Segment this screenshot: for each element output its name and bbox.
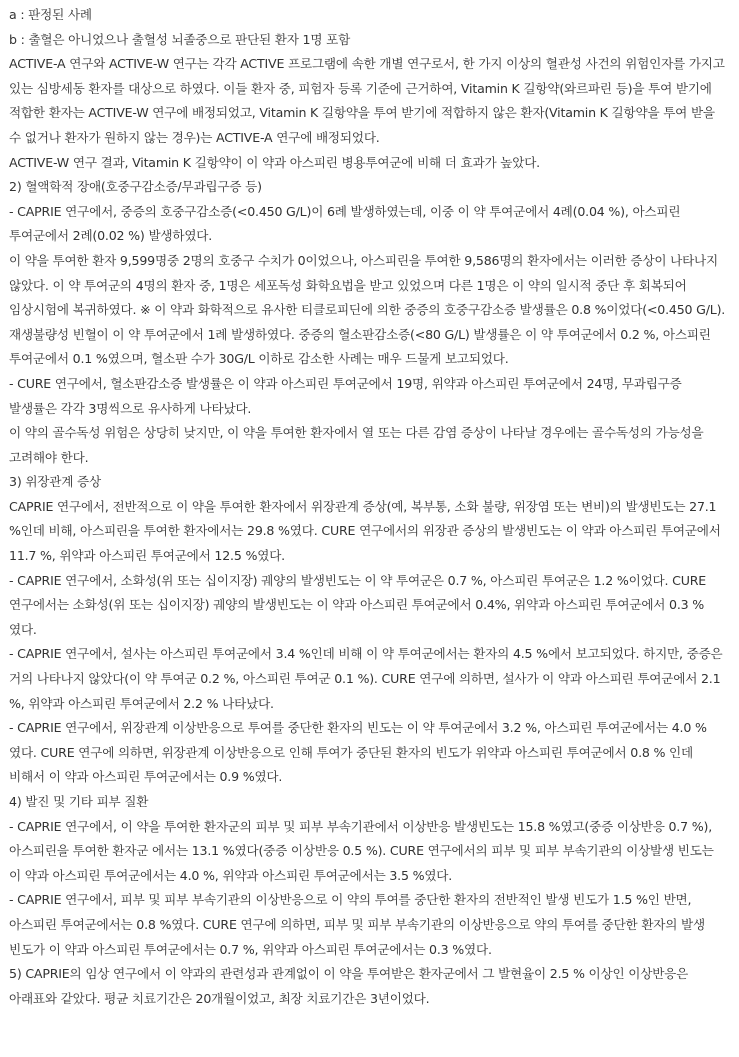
paragraph-caprie-adverse-reactions: 5) CAPRIE의 임상 연구에서 이 약과의 관련성과 관계없이 이 약을 투여받은 환자군에서 그 발현율이 2.5 % 이상인 이상반응은 아래표와 같았다. 평균 치료기간은 20개월이었고, 최장 치료기간은 3년이었다. [9, 966, 689, 1006]
paragraph-neutrophil-count: 이 약을 투여한 환자 9,599명중 2명의 호중구 수치가 0이었으나, 아스피린을 투여한 9,586명의 환자에서는 이러한 증상이 나타나지 않았다. 이 약 투여군의 4명의 환자 중, 1명은 세포독성 화학요법을 받고 있었으며 다른 1명은 이 약의 일시적 중단 후 회복되어 임상시험에 복귀하였다. ※ 이 약과 화학적으로 유사한 티클로피딘에 의한 중증의 호중구감소증 발생률은 0.8 %이었다(<0.450 G/L). [9, 252, 726, 318]
paragraph-bone-marrow-toxicity: 이 약의 골수독성 위험은 상당히 낮지만, 이 약을 투여한 환자에서 열 또는 다른 감염 증상이 나타날 경우에는 골수독성의 가능성을 고려해야 한다. [9, 425, 704, 465]
section-heading-gastrointestinal: 3) 위장관계 증상 [9, 474, 101, 490]
paragraph-cure-thrombocytopenia: - CURE 연구에서, 혈소판감소증 발생률은 이 약과 아스피린 투여군에서 19명, 위약과 아스피린 투여군에서 24명, 무과립구증 발생률은 각각 3명씩으로 유사하게 나타났다. [9, 375, 682, 416]
paragraph-active-studies: ACTIVE-A 연구와 ACTIVE-W 연구는 각각 ACTIVE 프로그램에 속한 개별 연구로서, 한 가지 이상의 혈관성 사건의 위험인자를 가지고 있는 심방세동 환자를 대상으로 하였다. 이들 환자 중, 피험자 등록 기준에 근거하여, Vitamin K 길항약(와르파린 등)을 투여 받기에 적합한 환자는 ACTIVE-W 연구에 배정되었고, Vitamin K 길항약을 투여 받기에 적합하지 않은 환자(Vitamin K 길항약을 투여 받을 수 없거나 환자가 원하지 않는 경우)는 ACTIVE-A 연구에 배정되었다. [9, 56, 725, 145]
paragraph-peptic-ulcer: - CAPRIE 연구에서, 소화성(위 또는 십이지장) 궤양의 발생빈도는 이 약 투여군은 0.7 %, 아스피린 투여군은 1.2 %이었다. CURE 연구에서는 소화성(위 또는 십이지장) 궤양의 발생빈도는 이 약과 아스피린 투여군에서 0.4%, 위약과 아스피린 투여군에서 0.3 %였다. [9, 572, 707, 637]
paragraph-skin-discontinuation: - CAPRIE 연구에서, 피부 및 피부 부속기관의 이상반응으로 이 약의 투여를 중단한 환자의 전반적인 발생 빈도가 1.5 %인 반면, 아스피린 투여군에서는 0.8 %였다. CURE 연구에 의하면, 피부 및 피부 부속기관의 이상반응으로 약의 투여를 중단한 환자의 발생 빈도가 이 약과 아스피린 투여군에서는 0.7 %, 위약과 아스피린 투여군에서는 0.3 %였다. [9, 892, 705, 957]
paragraph-diarrhea: - CAPRIE 연구에서, 설사는 아스피린 투여군에서 3.4 %인데 비해 이 약 투여군에서는 환자의 4.5 %에서 보고되었다. 하지만, 중증은 거의 나타나지 않았다(이 약 투여군 0.2 %, 아스피린 투여군 0.1 %). CURE 연구에 의하면, 설사가 이 약과 아스피린 투여군에서 2.1 %, 위약과 아스피린 투여군에서 2.2 % 나타났다. [9, 646, 723, 711]
paragraph-gi-symptoms: CAPRIE 연구에서, 전반적으로 이 약을 투여한 환자에서 위장관계 증상(예, 복부통, 소화 불량, 위장염 또는 변비)의 발생빈도는 27.1 %인데 비해, 아스피린을 투여한 환자에서는 29.8 %였다. CURE 연구에서의 위장관 증상의 발생빈도는 이 약과 아스피린 투여군에서 11.7 %, 위약과 아스피린 투여군에서 12.5 %였다. [9, 498, 721, 564]
footnote-b: b : 출혈은 아니었으나 출혈성 뇌졸중으로 판단된 환자 1명 포함 [9, 31, 351, 47]
footnote-a: a : 판정된 사례 [9, 7, 92, 22]
paragraph-aplastic-anemia: 재생불량성 빈혈이 이 약 투여군에서 1례 발생하였다. 중증의 혈소판감소증(<80 G/L) 발생률은 이 약 투여군에서 0.2 %, 아스피린 투여군에서 0.1 %였으며, 혈소판 수가 30G/L 이하로 감소한 사례는 매우 드물게 보고되었다. [9, 326, 711, 367]
paragraph-gi-discontinuation: - CAPRIE 연구에서, 위장관계 이상반응으로 투여를 중단한 환자의 빈도는 이 약 투여군에서 3.2 %, 아스피린 투여군에서는 4.0 %였다. CURE 연구에 의하면, 위장관계 이상반응으로 인해 투여가 중단된 환자의 빈도가 위약과 아스피린 투여군에서 0.8 % 인데 비해서 이 약과 아스피린 투여군에서는 0.9 %였다. [9, 720, 707, 785]
section-heading-hematologic: 2) 혈액학적 장애(호중구감소증/무과립구증 등) [9, 179, 262, 195]
paragraph-active-w-result: ACTIVE-W 연구 결과, Vitamin K 길항약이 이 약과 아스피린 병용투여군에 비해 더 효과가 높았다. [9, 154, 540, 170]
section-heading-skin: 4) 발진 및 기타 피부 질환 [9, 794, 149, 809]
paragraph-caprie-neutropenia: - CAPRIE 연구에서, 중증의 호중구감소증(<0.450 G/L)이 6례 발생하였는데, 이중 이 약 투여군에서 4례(0.04 %), 아스피린 투여군에서 2례(0.02 %) 발생하였다. [9, 203, 681, 244]
paragraph-skin-incidence: - CAPRIE 연구에서, 이 약을 투여한 환자군의 피부 및 피부 부속기관에서 이상반응 발생빈도는 15.8 %였고(중증 이상반응 0.7 %), 아스피린을 투여한 환자군 에서는 13.1 %였다(중증 이상반응 0.5 %). CURE 연구에서의 피부 및 피부 부속기관의 이상발생 빈도는 이 약과 아스피린 투여군에서는 4.0 %, 위약과 아스피린 투여군에서는 3.5 %였다. [9, 818, 714, 883]
